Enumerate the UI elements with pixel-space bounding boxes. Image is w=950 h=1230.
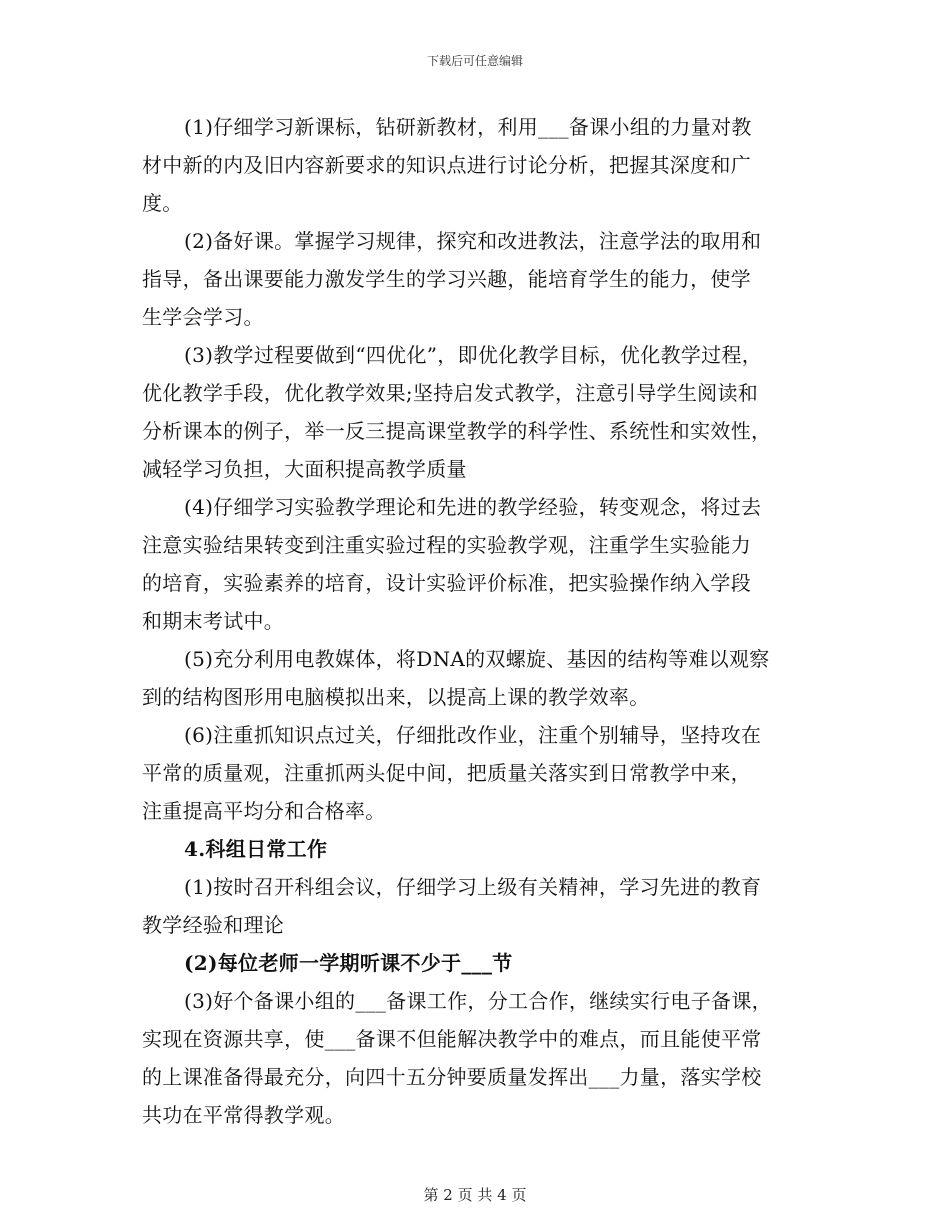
text-line: 注重提高平均分和合格率。 bbox=[142, 799, 386, 823]
text-line: 分析课本的例子，举一反三提高课堂教学的科学性、系统性和实效性， bbox=[142, 419, 772, 443]
text-line: 度。 bbox=[142, 191, 183, 215]
document-body bbox=[142, 108, 812, 1134]
text-line: (2)备好课。掌握学习规律，探究和改进教法，注意学法的取用和 bbox=[184, 229, 762, 253]
text-line: 材中新的内及旧内容新要求的知识点进行讨论分析，把握其深度和广 bbox=[142, 153, 751, 177]
text-line: 到的结构图形用电脑模拟出来，以提高上课的教学效率。 bbox=[142, 685, 650, 709]
text-line: 减轻学习负担，大面积提高教学质量 bbox=[142, 457, 467, 481]
text-line: 教学经验和理论 bbox=[142, 913, 285, 937]
text-line: 指导，备出课要能力激发学生的学习兴趣，能培育学生的能力，使学 bbox=[142, 267, 751, 291]
page-footer: 第 2 页 共 4 页 bbox=[423, 1186, 527, 1204]
text-line: (3)教学过程要做到“四优化”，即优化教学目标，优化教学过程， bbox=[184, 343, 763, 367]
text-line: (1)按时召开科组会议，仔细学习上级有关精神，学习先进的教育 bbox=[184, 875, 762, 899]
text-line: (5)充分利用电教媒体，将DNA的双螺旋、基因的结构等难以观察 bbox=[184, 647, 770, 671]
text-line: (3)好个备课小组的___备课工作，分工合作，继续实行电子备课， bbox=[184, 989, 772, 1013]
text-line: (6)注重抓知识点过关，仔细批改作业，注重个别辅导，坚持攻在 bbox=[184, 723, 762, 747]
text-line: 优化教学手段，优化教学效果;坚持启发式教学，注意引导学生阅读和 bbox=[142, 381, 759, 405]
page-header: 下载后可任意编辑 bbox=[426, 54, 523, 68]
text-line: 4.科组日常工作 bbox=[184, 837, 328, 861]
text-line: 和期末考试中。 bbox=[142, 609, 285, 633]
text-line: 实现在资源共享，使___备课不但能解决教学中的难点，而且能使平常 bbox=[142, 1027, 762, 1051]
text-line: (1)仔细学习新课标，钻研新教材，利用___备课小组的力量对教 bbox=[184, 115, 752, 139]
text-line: 注意实验结果转变到注重实验过程的实验教学观，注重学生实验能力 bbox=[142, 533, 751, 557]
text-line: 共功在平常得教学观。 bbox=[142, 1103, 345, 1127]
text-line: 生学会学习。 bbox=[142, 305, 264, 329]
text-line: (4)仔细学习实验教学理论和先进的教学经验，转变观念，将过去 bbox=[184, 495, 762, 519]
text-line: 的培育，实验素养的培育，设计实验评价标准，把实验操作纳入学段 bbox=[142, 571, 751, 595]
text-line: (2)每位老师一学期听课不少于___节 bbox=[184, 951, 513, 975]
text-line: 的上课准备得最充分，向四十五分钟要质量发挥出___力量，落实学校 bbox=[142, 1065, 762, 1089]
text-line: 平常的质量观，注重抓两头促中间，把质量关落实到日常教学中来， bbox=[142, 761, 751, 785]
